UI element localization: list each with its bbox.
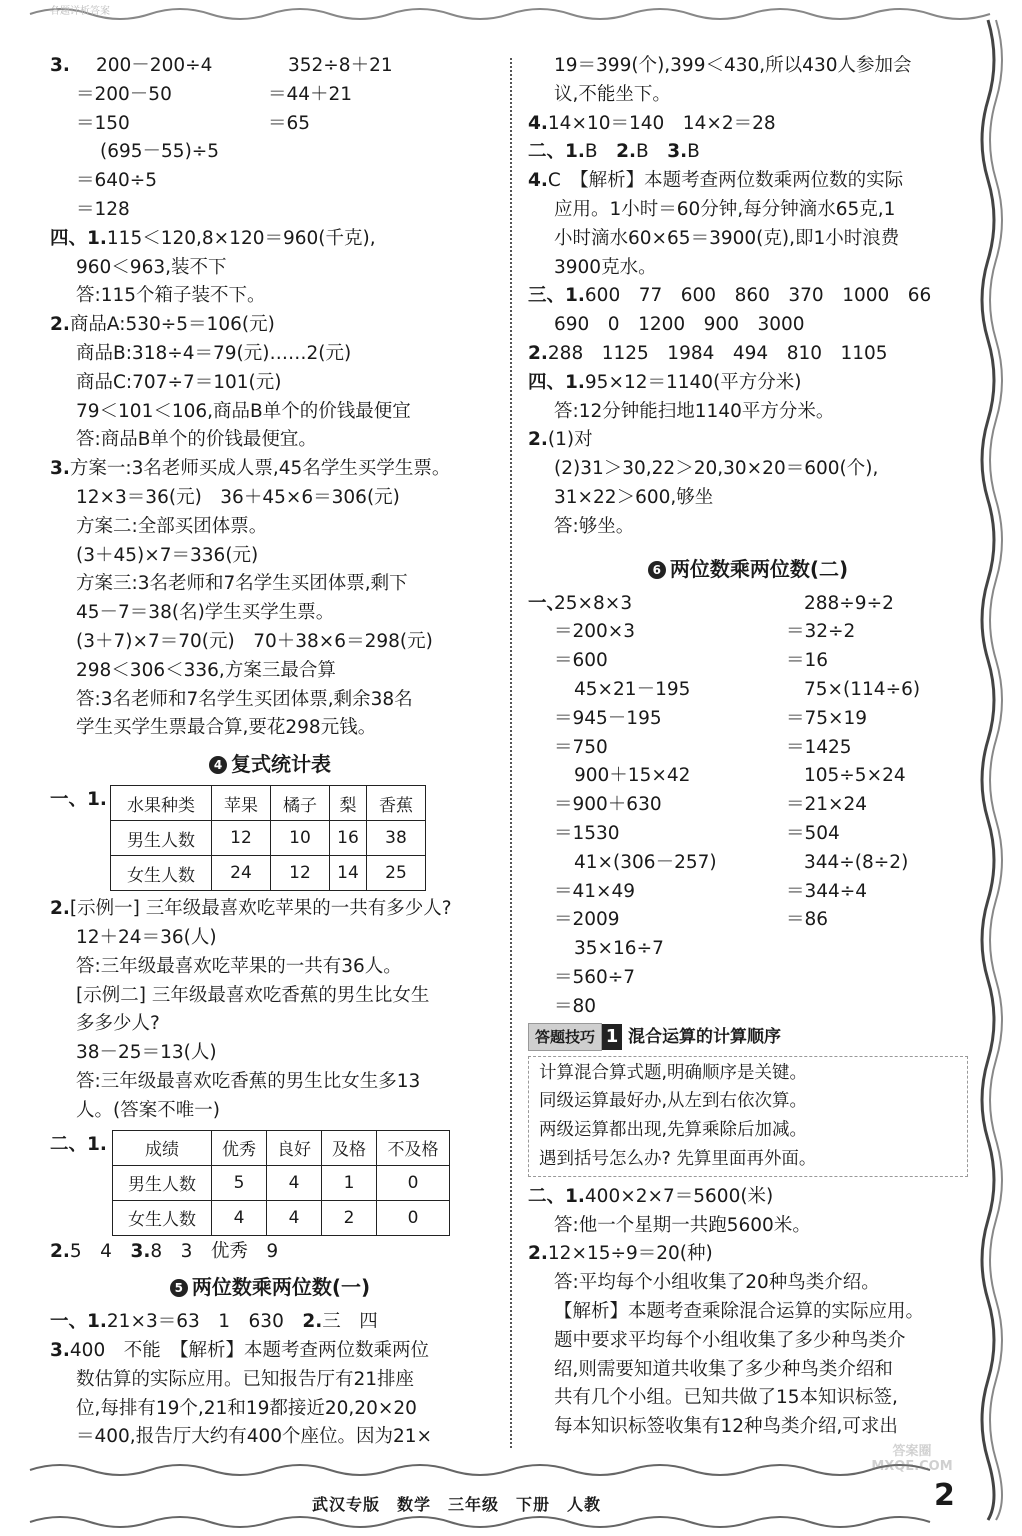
text: 5 4 <box>69 1240 131 1262</box>
text: 每本知识标签收集有12种鸟类介绍,可求出 <box>554 1416 898 1438</box>
question-label: 2. <box>528 342 548 364</box>
section-title: 两位数乘两位数(一) <box>191 1275 371 1300</box>
text: 题中要求平均每个小组收集了多少种鸟类介 <box>554 1329 906 1351</box>
text: 议,不能坐下。 <box>554 83 671 105</box>
text: 31×22＞600,够坐 <box>554 486 714 508</box>
section-label: 二、1. <box>528 1185 585 1207</box>
text: 115＜120,8×120＝960(千克), <box>106 227 376 249</box>
calc-col-b <box>786 590 920 936</box>
r-s4-line1 <box>528 369 968 398</box>
r4-line <box>528 110 968 139</box>
text: 38－25＝13(人) <box>76 1042 217 1064</box>
question-label: 2. <box>528 1243 548 1265</box>
expr: ＝1425 <box>786 736 852 758</box>
table-2-block <box>50 1126 490 1238</box>
table-cell: 苹果 <box>212 786 271 821</box>
text: 绍,则需要知道共收集了多少种鸟类介绍和 <box>554 1358 893 1380</box>
watermark-logo: 答案圈 MXQE.COM <box>871 1444 953 1474</box>
expr: 200－200÷4 <box>96 55 213 76</box>
expr: ＝32÷2 <box>786 621 856 643</box>
s5-line1 <box>50 1308 490 1337</box>
table-cell: 4 <box>267 1165 322 1200</box>
table-cell: 男生人数 <box>111 821 212 856</box>
text: 95×12＝1140(平方分米) <box>584 371 802 393</box>
left-column <box>50 52 490 1452</box>
question-label: 2. <box>50 314 70 336</box>
section-heading-6 <box>528 554 968 584</box>
section-label: 三、1. <box>528 285 585 307</box>
table-cell: 2 <box>322 1200 377 1235</box>
s5-q3 <box>50 1337 490 1366</box>
expr: ＝750 <box>554 736 608 758</box>
expr: 900＋15×42 <box>574 765 691 787</box>
right-column <box>528 52 968 1442</box>
page-number: 2 <box>934 1478 955 1513</box>
table-1-block <box>50 785 490 895</box>
expr: ＝560÷7 <box>554 966 636 988</box>
expr: ＝640÷5 <box>76 170 158 192</box>
text: 答:12分钟能扫地1140平方分米。 <box>554 400 835 422</box>
section-title: 复式统计表 <box>231 752 331 777</box>
section-label: 一、 <box>528 592 566 614</box>
question-label: 2. <box>616 141 637 163</box>
text: 小时滴水60×65＝3900(克),即1小时浪费 <box>554 227 900 249</box>
table-cell: 4 <box>212 1200 267 1235</box>
border-bottom-wave-2 <box>30 1517 930 1527</box>
expr: ＝200－50 <box>76 83 172 105</box>
text: (1)对 <box>547 429 593 451</box>
column-divider <box>510 58 512 1448</box>
text: 共有几个小组。已知共做了15本知识标签, <box>554 1387 898 1409</box>
text: 19＝399(个),399＜430,所以430人参加会 <box>554 55 912 76</box>
tip-line: 遇到括号怎么办? 先算里面再外面。 <box>539 1148 817 1169</box>
table-cell: 24 <box>212 856 271 891</box>
grades-stats-table <box>112 1130 450 1236</box>
expr: ＝150 <box>76 112 130 134</box>
text: 方案一:3名老师买成人票,45名学生买学生票。 <box>69 458 451 480</box>
text: 商品B:318÷4＝79(元)……2(元) <box>76 342 352 364</box>
page-footer: 武汉专版 数学 三年级 下册 人教 <box>312 1495 602 1514</box>
table-cell: 5 <box>212 1165 267 1200</box>
text: (3＋7)×7＝70(元) 70＋38×6＝298(元) <box>76 630 433 652</box>
text: 学生买学生票最合算,要花298元钱。 <box>76 717 377 739</box>
t2-after-line <box>50 1238 490 1267</box>
text: 三 四 <box>322 1311 378 1333</box>
question-label: 3. <box>130 1240 151 1262</box>
q3-line2 <box>50 81 490 110</box>
table-cell: 男生人数 <box>113 1165 212 1200</box>
expr: 41×(306－257) <box>574 851 717 873</box>
text: 3900克水。 <box>554 256 657 278</box>
table-cell: 良好 <box>267 1130 322 1165</box>
expr: 45×21－195 <box>574 678 691 700</box>
tip-line: 计算混合算式题,明确顺序是关键。 <box>539 1062 808 1083</box>
table-row <box>111 786 426 821</box>
expr: 35×16÷7 <box>574 938 664 960</box>
expr: ＝945－195 <box>554 707 662 729</box>
section-label: 四、1. <box>50 227 107 249</box>
expr: ＝65 <box>268 112 311 134</box>
expr: 75×(114÷6) <box>804 678 921 700</box>
text: 商品A:530÷5＝106(元) <box>69 314 275 336</box>
text: (3＋45)×7＝336(元) <box>76 544 259 566</box>
expr: ＝344÷4 <box>786 880 868 902</box>
r-s3-line3 <box>528 340 968 369</box>
section-number-icon: 4 <box>209 756 227 774</box>
text: 人。(答案不唯一) <box>76 1099 220 1121</box>
expr: 288÷9÷2 <box>804 592 894 614</box>
table-cell: 橘子 <box>271 786 330 821</box>
border-top-wave <box>30 9 990 19</box>
table-cell: 香蕉 <box>367 786 426 821</box>
question-label: 3. <box>50 1340 70 1362</box>
text: 答:平均每个小组收集了20种鸟类介绍。 <box>554 1272 880 1294</box>
expr: ＝44＋21 <box>268 83 353 105</box>
text: 690 0 1200 900 3000 <box>554 314 805 336</box>
text: 方案二:全部买团体票。 <box>76 515 268 537</box>
text: 400 不能 【解析】本题考查两位数乘两位 <box>69 1340 429 1362</box>
table-cell: 不及格 <box>377 1130 450 1165</box>
s4-q1 <box>50 225 490 254</box>
e2-line1 <box>50 895 490 924</box>
text: 21×3＝63 1 630 <box>106 1311 303 1333</box>
calc-col-a <box>554 590 717 1022</box>
text: 79＜101＜106,商品B单个的价钱最便宜 <box>76 400 411 422</box>
expr: 105÷5×24 <box>804 765 906 787</box>
text: (2)31＞30,22＞20,30×20＝600(个), <box>554 458 879 480</box>
expr: ＝75×19 <box>786 707 868 729</box>
section-label: 四、1. <box>528 371 585 393</box>
text: 答:115个箱子装不下。 <box>76 285 266 307</box>
text: 8 3 优秀 9 <box>150 1240 279 1262</box>
text: 商品C:707÷7＝101(元) <box>76 371 282 393</box>
question-label: 4. <box>528 112 548 134</box>
text: [示例一] 三年级最喜欢吃苹果的一共有多少人? <box>69 898 452 920</box>
text: C 【解析】本题考查两位数乘两位数的实际 <box>547 170 904 192</box>
text: 答:三年级最喜欢吃香蕉的男生比女生多13 <box>76 1070 421 1092</box>
text: 答:商品B单个的价钱最便宜。 <box>76 429 317 451</box>
table-cell: 水果种类 <box>111 786 212 821</box>
expr: 25×8×3 <box>554 592 633 614</box>
table-cell: 及格 <box>322 1130 377 1165</box>
r-s4-q2 <box>528 426 968 455</box>
table-cell: 女生人数 <box>113 1200 212 1235</box>
r-s2b-q2 <box>528 1240 968 1269</box>
section-label: 二、1. <box>50 1133 107 1155</box>
text: 960＜963,装不下 <box>76 256 227 278</box>
table-row <box>113 1165 450 1200</box>
tip-line: 两级运算都出现,先算乘除后加减。 <box>539 1120 808 1141</box>
table-cell: 0 <box>377 1165 450 1200</box>
table-cell: 12 <box>212 821 271 856</box>
text: 【解析】本题考查乘除混合运算的实际应用。 <box>554 1300 925 1322</box>
expr: 344÷(8÷2) <box>804 851 909 873</box>
tip-title: 混合运算的计算顺序 <box>628 1026 782 1047</box>
text: 答:三年级最喜欢吃苹果的一共有36人。 <box>76 955 402 977</box>
text: 多多少人? <box>76 1013 160 1035</box>
question-label: 3. <box>667 141 688 163</box>
table-cell: 梨 <box>330 786 367 821</box>
table-row <box>113 1200 450 1235</box>
text: 12×15÷9＝20(种) <box>547 1243 713 1265</box>
r-s2b-line1 <box>528 1183 968 1212</box>
text: 298＜306＜336,方案三最合算 <box>76 659 336 681</box>
text: 400×2×7＝5600(米) <box>584 1185 774 1207</box>
expr: ＝600 <box>554 650 608 672</box>
expr: ＝80 <box>554 995 597 1017</box>
border-right-wave <box>982 20 994 1520</box>
expr: ＝1530 <box>554 822 620 844</box>
s4-q3 <box>50 455 490 484</box>
table-cell: 4 <box>267 1200 322 1235</box>
section-label: 二、1. <box>528 141 585 163</box>
expr: ＝16 <box>786 650 829 672</box>
text: B <box>636 141 668 163</box>
fruit-stats-table <box>110 785 426 891</box>
text: 方案三:3名老师和7名学生买团体票,剩下 <box>76 573 408 595</box>
table-row <box>113 1130 450 1165</box>
expr: ＝86 <box>786 909 829 931</box>
s4-q2 <box>50 311 490 340</box>
text: 288 1125 1984 494 810 1105 <box>547 342 888 364</box>
r-s3-line1 <box>528 282 968 311</box>
section-label: 一、1. <box>50 1311 107 1333</box>
question-label: 2. <box>528 429 548 451</box>
r-s2-line <box>528 138 968 167</box>
q3-label: 3. <box>50 55 70 76</box>
table-cell: 女生人数 <box>111 856 212 891</box>
question-label: 2. <box>50 1240 70 1262</box>
question-label: 4. <box>528 170 548 192</box>
tip-box <box>528 1056 968 1177</box>
table-cell: 12 <box>271 856 330 891</box>
table-cell: 10 <box>271 821 330 856</box>
text: 14×10＝140 14×2＝28 <box>547 112 776 134</box>
text: ＝400,报告厅大约有400个座位。因为21× <box>76 1426 433 1448</box>
expr: ＝200×3 <box>554 621 636 643</box>
calc-block <box>528 590 968 1022</box>
section-number-icon: 6 <box>648 561 666 579</box>
expr: ＝21×24 <box>786 794 868 816</box>
table-cell: 25 <box>367 856 426 891</box>
question-label: 2. <box>50 898 70 920</box>
text: 数估算的实际应用。已知报告厅有21排座 <box>76 1368 415 1390</box>
text: 600 77 600 860 370 1000 66 <box>584 285 932 307</box>
table-row <box>111 856 426 891</box>
border-bottom-wave <box>30 1465 930 1475</box>
text: 答:3名老师和7名学生买团体票,剩余38名 <box>76 688 413 710</box>
q3-line1 <box>50 52 490 81</box>
section-label: 一、1. <box>50 789 107 811</box>
text: B <box>687 141 700 163</box>
table-cell: 38 <box>367 821 426 856</box>
section-title: 两位数乘两位数(二) <box>669 556 849 581</box>
expr: ＝128 <box>76 198 130 220</box>
tip-heading <box>528 1022 968 1052</box>
q3-line3 <box>50 110 490 139</box>
expr: ＝900＋630 <box>554 794 662 816</box>
section-number-icon: 5 <box>170 1279 188 1297</box>
section-heading-5 <box>50 1272 490 1302</box>
text: 答:他一个星期一共跑5600米。 <box>554 1214 811 1236</box>
table-cell: 成绩 <box>113 1130 212 1165</box>
text: 12×3＝36(元) 36＋45×6＝306(元) <box>76 486 400 508</box>
expr: ＝41×49 <box>554 880 636 902</box>
border-right-wave-inner <box>990 20 1002 1520</box>
table-cell: 14 <box>330 856 367 891</box>
table-cell: 1 <box>322 1165 377 1200</box>
table-row <box>111 821 426 856</box>
expr: ＝2009 <box>554 909 620 931</box>
text: 45－7＝38(名)学生买学生票。 <box>76 602 335 624</box>
expr: 352÷8＋21 <box>288 55 393 76</box>
section-heading-4 <box>50 749 490 779</box>
tip-badge: 答题技巧 <box>528 1023 602 1051</box>
text: [示例二] 三年级最喜欢吃香蕉的男生比女生 <box>76 984 430 1006</box>
r-s2-q4 <box>528 167 968 196</box>
text: B <box>584 141 617 163</box>
text: 12＋24＝36(人) <box>76 926 217 948</box>
tip-number: 1 <box>602 1024 622 1050</box>
tip-line: 同级运算最好办,从左到右依次算。 <box>539 1091 808 1112</box>
question-label: 3. <box>50 458 70 480</box>
table-cell: 0 <box>377 1200 450 1235</box>
question-label: 2. <box>302 1311 323 1333</box>
expr: ＝504 <box>786 822 840 844</box>
table-cell: 优秀 <box>212 1130 267 1165</box>
corner-label: 各题详析答案 <box>50 6 110 17</box>
table-cell: 16 <box>330 821 367 856</box>
expr: (695－55)÷5 <box>100 141 220 163</box>
text: 答:够坐。 <box>554 515 635 537</box>
text: 应用。1小时＝60分钟,每分钟滴水65克,1 <box>554 198 896 220</box>
text: 位,每排有19个,21和19都接近20,20×20 <box>76 1397 417 1419</box>
